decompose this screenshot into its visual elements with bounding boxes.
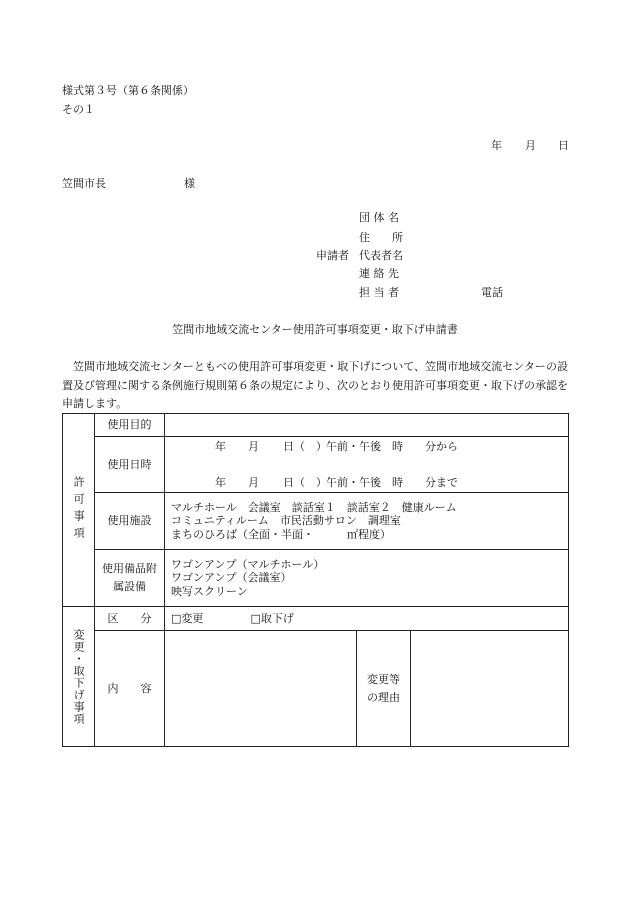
applicant-organization-label: 団 体 名 (359, 211, 399, 224)
document-title: 笠間市地域交流センター使用許可事項変更・取下げ申請書 (172, 323, 458, 336)
equipment-field[interactable] (165, 550, 569, 607)
body-paragraph: 笠間市地域交流センターともべの使用許可事項変更・取下げについて、笠間市地域交流センターの設置及び管理に関する条例施行規則第６条の規定により、次のとおり使用許可事項変更・取下げの承認を申請します。 (62, 360, 568, 410)
change-section-label: 変更・取下げ事項 (72, 628, 86, 725)
content-field[interactable] (165, 631, 357, 747)
facility-line: まちのひろば（全面・半面・ ㎡程度） (171, 527, 391, 541)
datetime-row (63, 437, 569, 493)
facility-line: マルチホール 会議室 談話室１ 談話室２ 健康ルーム (171, 501, 457, 515)
facility-label: 使用施設 (95, 493, 165, 550)
content-row (63, 631, 569, 747)
time-to-line: 年 月 日（ ） 午前・午後 時 分まで (215, 476, 458, 489)
category-label: 区 分 (95, 607, 165, 631)
equipment-label: 使用備品附 属設備 (95, 550, 165, 607)
equipment-line: 映写スクリーン (171, 584, 248, 598)
facility-line: コミュニティルーム 市民活動サロン 調理室 (171, 514, 401, 528)
change-section-label-cell (63, 607, 95, 747)
reason-field[interactable] (411, 631, 569, 747)
form-number: 様式第３号（第６条関係） (62, 84, 194, 97)
addressee: 笠間市長 (62, 177, 106, 190)
form-sub-number: その１ (62, 103, 95, 116)
facility-field[interactable] (165, 493, 569, 550)
application-form-table (62, 413, 569, 747)
applicant-address-label: 住 所 (359, 231, 403, 244)
category-field (165, 607, 569, 631)
datetime-field[interactable] (165, 437, 569, 493)
facility-row (63, 493, 569, 550)
reason-label: 変更等 の理由 (357, 631, 411, 747)
purpose-label: 使用目的 (95, 414, 165, 437)
equipment-line: ワゴンアンプ（会議室） (171, 571, 292, 585)
honorific: 様 (184, 177, 195, 190)
equipment-row (63, 550, 569, 607)
category-row (63, 607, 569, 631)
purpose-row (63, 414, 569, 437)
applicant-representative-label: 代表者名 (359, 249, 403, 262)
date-year-label: 年 (491, 139, 502, 152)
date-day-label: 日 (558, 139, 569, 152)
datetime-label: 使用日時 (95, 437, 165, 493)
withdraw-checkbox[interactable]: □取下げ (250, 611, 294, 625)
change-checkbox[interactable]: □変更 (171, 611, 204, 625)
applicant-contact-label: 連 絡 先 (359, 267, 399, 280)
applicant-person-label: 担 当 者 (359, 286, 399, 299)
date-month-label: 月 (525, 139, 536, 152)
purpose-field[interactable] (165, 414, 569, 437)
permit-section-label: 許可事項 (72, 476, 86, 544)
content-label: 内 容 (95, 631, 165, 747)
permit-section-label-cell (63, 414, 95, 607)
time-from-line: 年 月 日（ ） 午前・午後 時 分から (215, 440, 458, 453)
applicant-phone-label: 電話 (481, 286, 503, 299)
equipment-line: ワゴンアンプ（マルチホール） (171, 558, 325, 572)
applicant-label: 申請者 (316, 249, 349, 262)
